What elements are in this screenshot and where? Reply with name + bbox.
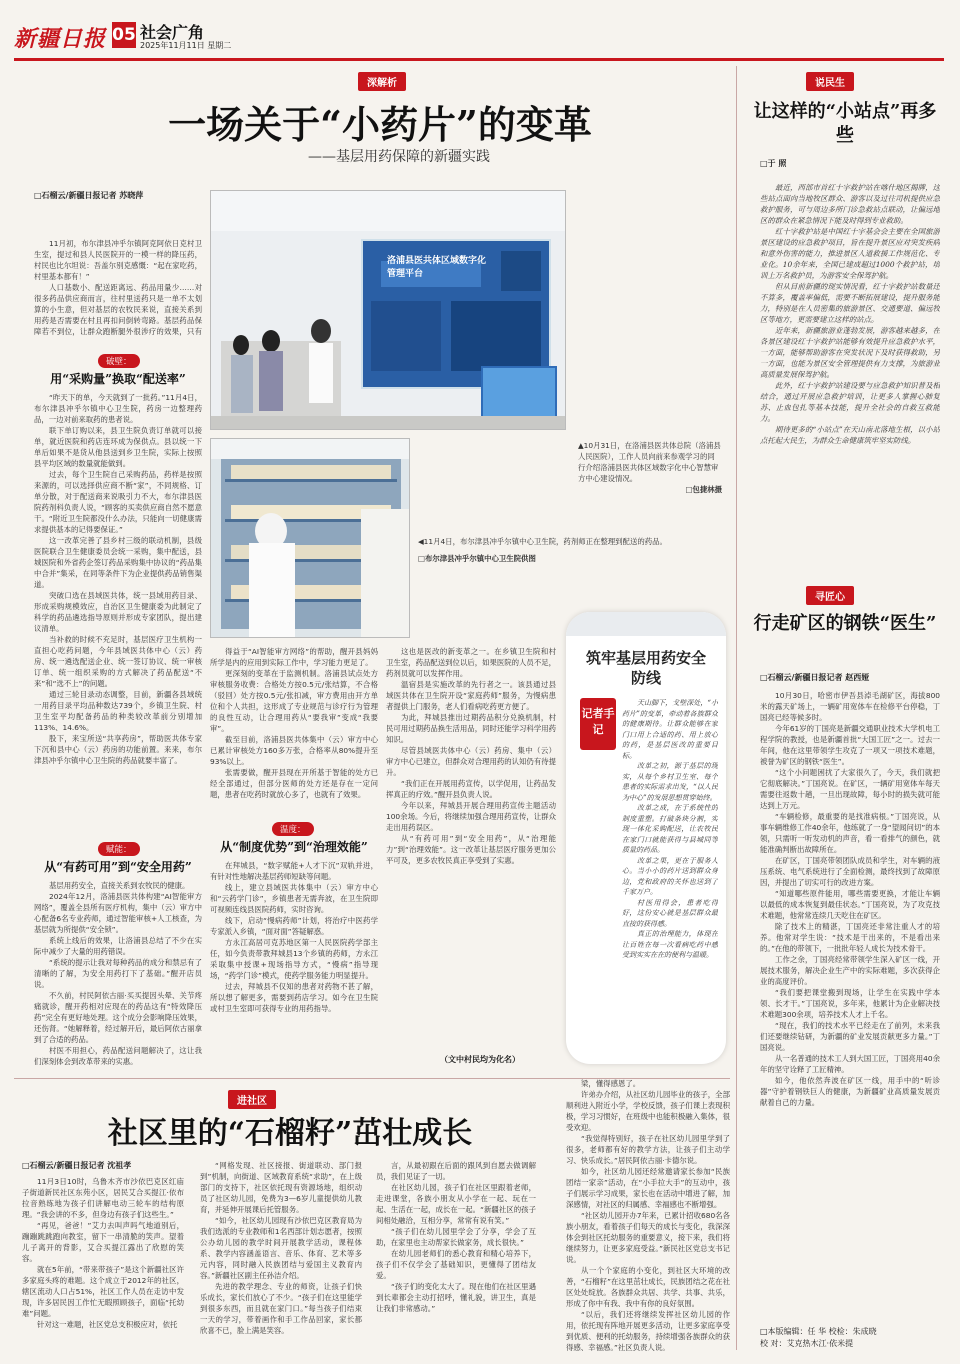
pill-cap — [566, 612, 726, 636]
main-intro: 11月初，布尔津县冲乎尔镇阿克阿依日克村卫生室，提过和县人民医院开的一模一样的降压药，村民也比尔坦说：吾盖尔别克感慨：“起在家吃药，村里基本都有！” 人口基数小、配送距离远、药品用量少……对很多药品供应商而言，往村里送药只是一单不太划算的小生意，但对基层的农牧民来说，直接关系到用药是否需要在村且再扣问倒转弯路。基层药品保障若不到位，让群众跑断腿外很涉疗的效果，只有 — [34, 239, 202, 336]
section2-tag: 赋能： — [98, 842, 140, 856]
article-tag: 深解析 — [358, 72, 406, 91]
section1-text: “昨天下的单，今天就到了一批药。”11月4日，布尔津县冲乎尔镇中心卫生院，药房一边整理药品，一边对前来取药的患者说。 联下单订购以来，县卫生院负责订单就可以接单，就近医院和药店连环成为保供点。县以统一下单后如果不是货从他县送到乡卫生院，实际上按照县平均区域的数量就能做到。 过去，每个卫生院自己采购药品，药样是按照来源的，可以选择供应商不断“家”，不同规格、订单分散，对于配送商来说吸引力不大，布尔津县医院药剂科负责人说，“顾客的买卖供应商自然不愿意干。“附近卫生院都没什么办法，只能向一切健康需求提供基本的记得要保证。” 这一改革完善了县乡村三级的联动机制，县级医院联合卫生健康委员会统一采购，集中配送，县城医院和外省药企签订药品采购集中协议的“药品集中合并”集采，在同等条件下为企业提供药品销售渠道。 突破口选在县域医共体，统一县域用药目录、形成采购规模效应，自治区卫生健康委为此制定了科学的药品遴选指导原则并形成专家团队，提出建议清单。 当补救的时候不充足时，基层医疗卫生机构一直担心吃药问题，今年县域医共体中心（云）药房、统一遴选配送企业、统一签订协议、统一审核订单、统一组织采购的方式解决了药品配送“不来”和“选不上”的问题。 通过三轮目录动态调整，目前，新疆各县域统一用药目录平均品种数达739个，乡镇卫生院、村卫生室平均配备药品的种类较改革前分别增加113%、14.6%。 股下，来宝所送“共享药房”，帮助医共体专家下沉和县中心（云）药房的功能前置。来来，布尔津县冲乎尔镇中心卫生院的药品就要丰富了。 — [34, 393, 202, 765]
section1-tag: 破壁： — [98, 354, 140, 368]
side-bottom-tag: 寻匠心 — [806, 586, 854, 605]
bottom-col1: 11月3日10时，乌鲁木齐市沙依巴克区红庙子街道新民社区东苑小区，居民艾合买提江·依布拉音熟练地为孩子们讲解电动三轮车的结构原理。“我会讲的不多，但身边有孩子们这些生。” “再见，爸爸！”艾力去叫声吗气地道别后，蹦蹦跳跳跑向教室，留下一串清脆的笑声。望着儿子离开的背影，艾合买提江露出了欣慰的笑容。 就在5年前，“带来带孩子”是这个新疆社区许多家庭头疼的难题。这个成立于2012年的社区，辖区流动人口占51%，社区工作人员在走访中发现，许多居民因工作忙无暇照顾孩子，面临“托幼难”问题。 针对这一难题，社区党总支积极应对，依托 — [22, 1177, 184, 1329]
main-byline: □石榴云/新疆日报记者 苏晓萍 — [34, 191, 144, 200]
notes-text: 天山脚下，戈壁深处，“小药片”的变革，牵动着各族群众的健康期待。让群众能够在家门口用上合适的药、用上放心的药，是基层医改的重要目标。 改革之初，源于基层的现实，从每个乡村卫生室、每个患者的实际需求出发，“以人民为中心”的发展思想贯穿始终。 改革之成，在于系统性的制度重塑。打破条块分割，实现一体化采购配送，让农牧民在家门口就能获得与县城同等质量的药品。 改革之果，更在于服务人心。当小小的药片送到群众身边，党和政府的关怀也送到了千家万户。 村医用得会，患者吃得好，这份安心就是基层群众最直接的获得感。 真正的治理能力，体现在让百姓在每一次看病吃药中感受到实实在在的便利与温暖。 — [622, 699, 718, 959]
photo1-caption: ▲10月31日，在洛浦县医共体总院（洛浦县人民医院），工作人员向前来参观学习的同行介绍洛浦县医共体区域数字化中心智慧审方中心建设情况。 □包捷林摄 — [578, 441, 722, 494]
bottom-col3: 言，从最初跟在后面的跟风到自愿去做调解员，我们见证了一切。 在社区幼儿园，孩子们在社区里跟着老师，走进课堂，各族小朋友从小学在一起、玩在一起、生活在一起，成长在一起。“新疆社区的孩子间相处融洽，互相分享，常常有说有笑。” “孩子们在幼儿园里学会了分享，学会了互助，在家里也主动帮家长做家务，成长很快。” 在幼儿园老师们的悉心教育和精心培养下，孩子们不仅学会了基础知识，更懂得了团结友爱。 “孩子们的变化太大了。现在他们在社区里遇到长辈都会主动打招呼，懂礼貌，讲卫生，真是让我们非常感动。” — [376, 1161, 536, 1313]
reporter-notes-card — [566, 612, 726, 1064]
photo-sign-text: 洛浦县医共体区域数字化管理平台 — [387, 256, 487, 279]
bottom-col2: “网格发现、社区接报、街道联动、部门报到”机制，向街道、区域教育系统“求助”，在上级部门的支持下，社区依托现有资源场地，组织动员了社区幼儿园，免费为3—6岁儿童提供幼儿教育，并延伸开展课后托管服务。 “如今，社区幼儿园现有沙依巴克区教育局为我们选派的专业教师和1名西部计划志愿者，按照公办幼儿园的教学时间开展教学活动，课程体系、教学内容涵盖语言、音乐、体育、艺术等多元内容，同时融入民族团结与爱国主义教育内容。”新疆社区副主任孙洁介绍。 先进的教学理念、专业的师资，让孩子们快乐成长，家长们放心了不少。“孩子们在这里能学到很多东西，而且就在家门口。”每当孩子们结束一天的学习，带着画作和手工作品回家，家长都欣喜不已，脸上满是笑容。 — [200, 1161, 362, 1335]
side-top-title: 让这样的“小站点”再多些 — [753, 101, 937, 146]
column4-text: 这也是医改的新变革之一。在乡镇卫生院和村卫生室，药品配送到位以后，如果医院的人员不足，药剂员就可以发挥作用。 温宿县是实施改革的先行者之一。该县通过县域医共体在卫生院开设“家庭药师”服务，为慢病患者提供上门服务，老人们看病吃药更方便了。 为此，拜城县推出过期药品积分兑换机制，村民可用过期药品换生活用品，同时还能学习科学用药知识。 尽管县域医共体中心（云）药房、集中（云）审方中心已建立，但群众对合理用药的认知仍有待提升。 “我们正在开展用药宣传，以学促用，让药品发挥真正的疗效。”醒开县负责人说。 今年以来，拜城县开展合理用药宣传主题活动100余场。今后，将继续加强合理用药宣传，让群众走出用药误区。 从“有药可用”到“安全用药”，从“治理能力”到“治理效能”。这一改革让基层医疗服务更加公平可及，更多农牧民真正享受到了实惠。 — [386, 647, 556, 865]
bottom-byline: □石榴云/新疆日报记者 沈祖孝 — [22, 1161, 132, 1170]
side-bottom-text: 10月30日，哈密市伊吾县淖毛湖矿区，海拔800米的露天矿场上，一辆矿用宽体车在检修平台停稳，丁国亮已经等候多时。 今年61岁的丁国亮是新疆交通职业技术大学机电工程学院的教授，也是新疆首批“大国工匠”之一。过去一年间，他在这里带领学生攻克了一项又一项技术难题，被誉为矿区的钢铁“医生”。 “这个小问题困扰了大家很久了，今天，我们就把它彻底解决。”丁国亮说。在矿区，一辆矿用宽体车每天需要往返数十趟，一旦出现故障，每小时的损失就可能达到上万元。 “车辆检修，最重要的是找准病根。”丁国亮说，从事车辆维修工作40余年，他练就了一身“望闻问切”的本领，只需听一听发动机的声音，看一看排气的颜色，就能准确判断出故障所在。 在矿区，丁国亮带领团队成员和学生，对车辆的液压系统、电气系统进行了全面检测，最终找到了故障原因，并提出了切实可行的改进方案。 “知道哪些原件能用，哪些需要更换，才能让车辆以最低的成本恢复到最佳状态。”丁国亮说，为了攻克技术难题，他常常连续几天吃住在矿区。 除了技术上的精湛，丁国亮还非常注重人才的培养。他常对学生说：“技术是干出来的，不是看出来的。”在他的带领下，一批批年轻人成长为技术骨干。 工作之余，丁国亮经常带领学生深入矿区一线，开展技术服务，解决企业生产中的实际难题，多次获得企业的高度评价。 “我们要把课堂搬到现场，让学生在实践中学本领、长才干。”丁国亮说，多年来，他累计为企业解决技术难题300余项，培养技术人才上千名。 “现在，我们的技术水平已经走在了前列，未来我们还要继续钻研，为新疆的矿业发展贡献更多力量。”丁国亮说。 从一名普通的技术工人到大国工匠，丁国亮用40余年的坚守诠释了工匠精神。 如今，他依然奔波在矿区一线，用手中的“听诊器”守护着钢铁巨人的健康，为新疆矿业高质量发展贡献着自己的力量。 — [760, 691, 940, 1107]
section-title: 社会广角 — [140, 23, 205, 42]
side-bottom-byline: □石榴云/新疆日报记者 赵西娅 — [760, 673, 870, 682]
section2-heading: 从“有药可用”到“安全用药” — [44, 860, 192, 874]
editor-credit: □本版编辑：任 华 校检：朱成晓 — [760, 1327, 877, 1336]
section3-text: 在拜城县，“数字赋能+人才下沉”双轨并进，有针对性地解决基层药师短缺等问题。 线上，建立县域医共体集中（云）审方中心和“云药学门诊”，乡镇患者无需奔波，在卫生院即可视频连线县医院药师，实时咨询。 线下，启动“慢病药师”计划，将治疗中医药学专家派入乡镇，“面对面”答疑解惑。 方永江高居可克苏地区第一人民医院药学部主任，如今负责带教拜城县13个乡镇的药师，方永江采取集中授课+现场指导方式，“慢病”指导现场，“药学门诊”模式，使药学服务能力明显提升。 过去，拜城县不仅知的患者对药物不甚了解，所以想了解更多，需要到药店学习。如今在卫生院或村卫生室即可获得专业的用药指导。 — [210, 861, 378, 1013]
side-bottom-title: 行走矿区的钢铁“医生” — [753, 613, 937, 634]
main-article-title: 一场关于“小药片”的变革 — [168, 102, 592, 147]
side-top-tag: 说民生 — [806, 72, 854, 91]
photo2-caption: ◀11月4日，布尔津县冲乎尔镇中心卫生院，药剂师正在整理到配送的药品。 □布尔津县冲乎尔镇中心卫生院供图 — [418, 537, 667, 563]
newspaper-logo: 新疆日报 — [14, 26, 107, 52]
notes-title: 筑牢基层用药安全防线 — [585, 649, 706, 687]
main-article-subtitle: ——基层用药保障的新疆实践 — [308, 149, 490, 165]
column3-text: 得益于“AI智能审方网络”的帮助，醒开县妈妈所学是内的应用到实际工作中，学习能力更足了。 更深刻的变革在于监测机制。洛浦县试点处方审核服务收费：合格处方按0.5元/张结算，不合格（驳回）处方按0.5元/张扣减，审方费用由开方单位和个人共担，这形成了专业规范与诊疗行为管理的良性互动，让合理用药从“要我审”变成“我要审”。 截至目前，洛浦县医共体集中（云）审方中心已累计审核处方160多万张，合格率从80%提升至93%以上。 张需要做，醒开县现在开所基于智能的处方已经全部通过，但部分医师的处方还是存在一定问题，患者在吃药时就放心多了，也就有了效果。 — [210, 647, 378, 799]
section2-text: 基层用药安全，直接关系到农牧民的健康。 2024年12月，洛浦县医共体构建“AI智能审方网络”，覆盖全县所有医疗机构，集中（云）审方中心配备6名专业药师，通过智能审核+人工核查，为基层就为所提供“安全锁”。 系统上线后的效果，让洛浦县总结了不少在实际中减少了大量的用药错误。 “系统的提示让我对每种药品的成分和禁忌有了清晰的了解，为安全用药打下了基础。”醒开店员说。 不久前，村民阿依古丽·买买提因头晕、关节疼痛就诊，醒开药相对应现在的药品这有“特效降压药”完全有更好地处理。这个成分会影响降压效果，还伤肾。“她解释着，经过解开后，最后阿依古丽拿到了合适的药品。 村医不用担心，药品配送问题解决了，这让我们深刻体会到改革带来的实惠。 — [34, 881, 202, 1066]
photo-digital-center-image — [211, 191, 566, 430]
page-credits — [760, 1326, 940, 1350]
source-note: （文中村民均为化名） — [440, 1055, 520, 1064]
notes-badge: 记者手记 — [580, 698, 616, 750]
header-rule — [14, 58, 944, 61]
issue-date: 2025年11月11日 星期二 — [140, 41, 232, 50]
photo-pharmacy-image — [211, 439, 410, 638]
section3-tag: 温度： — [272, 822, 314, 836]
bottom-title: 社区里的“石榴籽”茁壮成长 — [107, 1116, 473, 1151]
side-top-text: 最近，西部市首红十字救护站在喀什地区揭牌，这些站点面向当地牧区群众、游客以及过往司机提供应急救护服务，可与周边多所门诊急救站点联动，让偏远地区的群众在紧急情况下能及时得到专业救助。 红十字救护站是中国红十字基会会主要在全国旅游景区建设的应急救护项目，旨在提升景区应对突发疾病和意外伤害的能力，推进景区人道救援工作规范化、专业化。10余年来，全国已建成超过1000个救护站，培训上万名救护员，为游客安全保驾护航。 但从目前新疆的现实情况看，红十字救护站数量还不算多，覆盖率偏低，需要不断拓展建设，提升服务能力，特别是在人员密集的旅游景区、交通要道、偏远牧区等地方，更需要建立这样的站点。 近年来，新疆旅游业蓬勃发展，游客越来越多，在各景区建设红十字救护站能够有效提升应急救护水平，一方面，能够帮助游客在突发状况下及时获得救助，另一方面，也能为景区安全管理提供有力支撑，为旅游业高质量发展保驾护航。 此外，红十字救护站建设要与应急救护知识普及相结合，通过开展应急救护培训，让更多人掌握心肺复苏、止血包扎等基本技能，提升全社会的自救互救能力。 期待更多的“小站点”在天山南北落地生根，以小站点托起大民生，为群众生命健康筑牢坚实防线。 — [760, 183, 940, 445]
bottom-col4: 梁，懂得感恩了。 许弟办介绍，从社区幼儿园毕业的孩子，全部顺利进入附近小学，学校反馈，孩子们课上表现积极，学习习惯好，在班级中也能积极融入集体，很受欢迎。 “我觉得特别好，孩子在社区幼儿园里学到了很多，老师都有好的教学方法，让孩子们主动学习、快乐成长。”居民阿依古丽·卡德尔说。 如今，社区幼儿园还经常邀请家长参加“民族团结一家亲”活动，在“小手拉大手”的互动中，孩子们展示学习成果，家长也在活动中增进了解，加深感情，对社区的归属感、幸福感也不断增强。 “社区幼儿园开办7年来，已累计招收680名各族小朋友，看着孩子们每天的成长与变化，我深深体会到社区托幼服务的重要意义，接下来，我们将继续努力，让更多家庭受益。”新民社区党总支书记说。 从一个个家庭的小变化，到社区大环境的改善，“石榴籽”在这里茁壮成长，民族团结之花在社区处处绽放。各族群众共居、共学、共事、共乐，形成了你中有我、我中有你的良好氛围。 “以后，我们还将继续发挥社区幼儿园的作用，依托现有阵地开展更多活动，让更多家庭享受到优质、便利的托幼服务，持续增强各族群众的获得感、幸福感。”社区负责人说。 — [566, 1079, 730, 1352]
column-divider — [736, 66, 737, 1350]
section1-heading: 用“采购量”换取“配送率” — [50, 372, 186, 386]
side-top-byline: □于 照 — [760, 159, 787, 168]
proof-credit: 校 对：艾克热木江·依米提 — [760, 1339, 854, 1348]
section3-heading: 从“制度优势”到“治理效能” — [220, 840, 368, 854]
photo-digital-center — [210, 190, 566, 430]
photo-pharmacy — [210, 438, 410, 638]
page-number: 05 — [112, 22, 136, 48]
bottom-tag: 进社区 — [228, 1090, 276, 1109]
